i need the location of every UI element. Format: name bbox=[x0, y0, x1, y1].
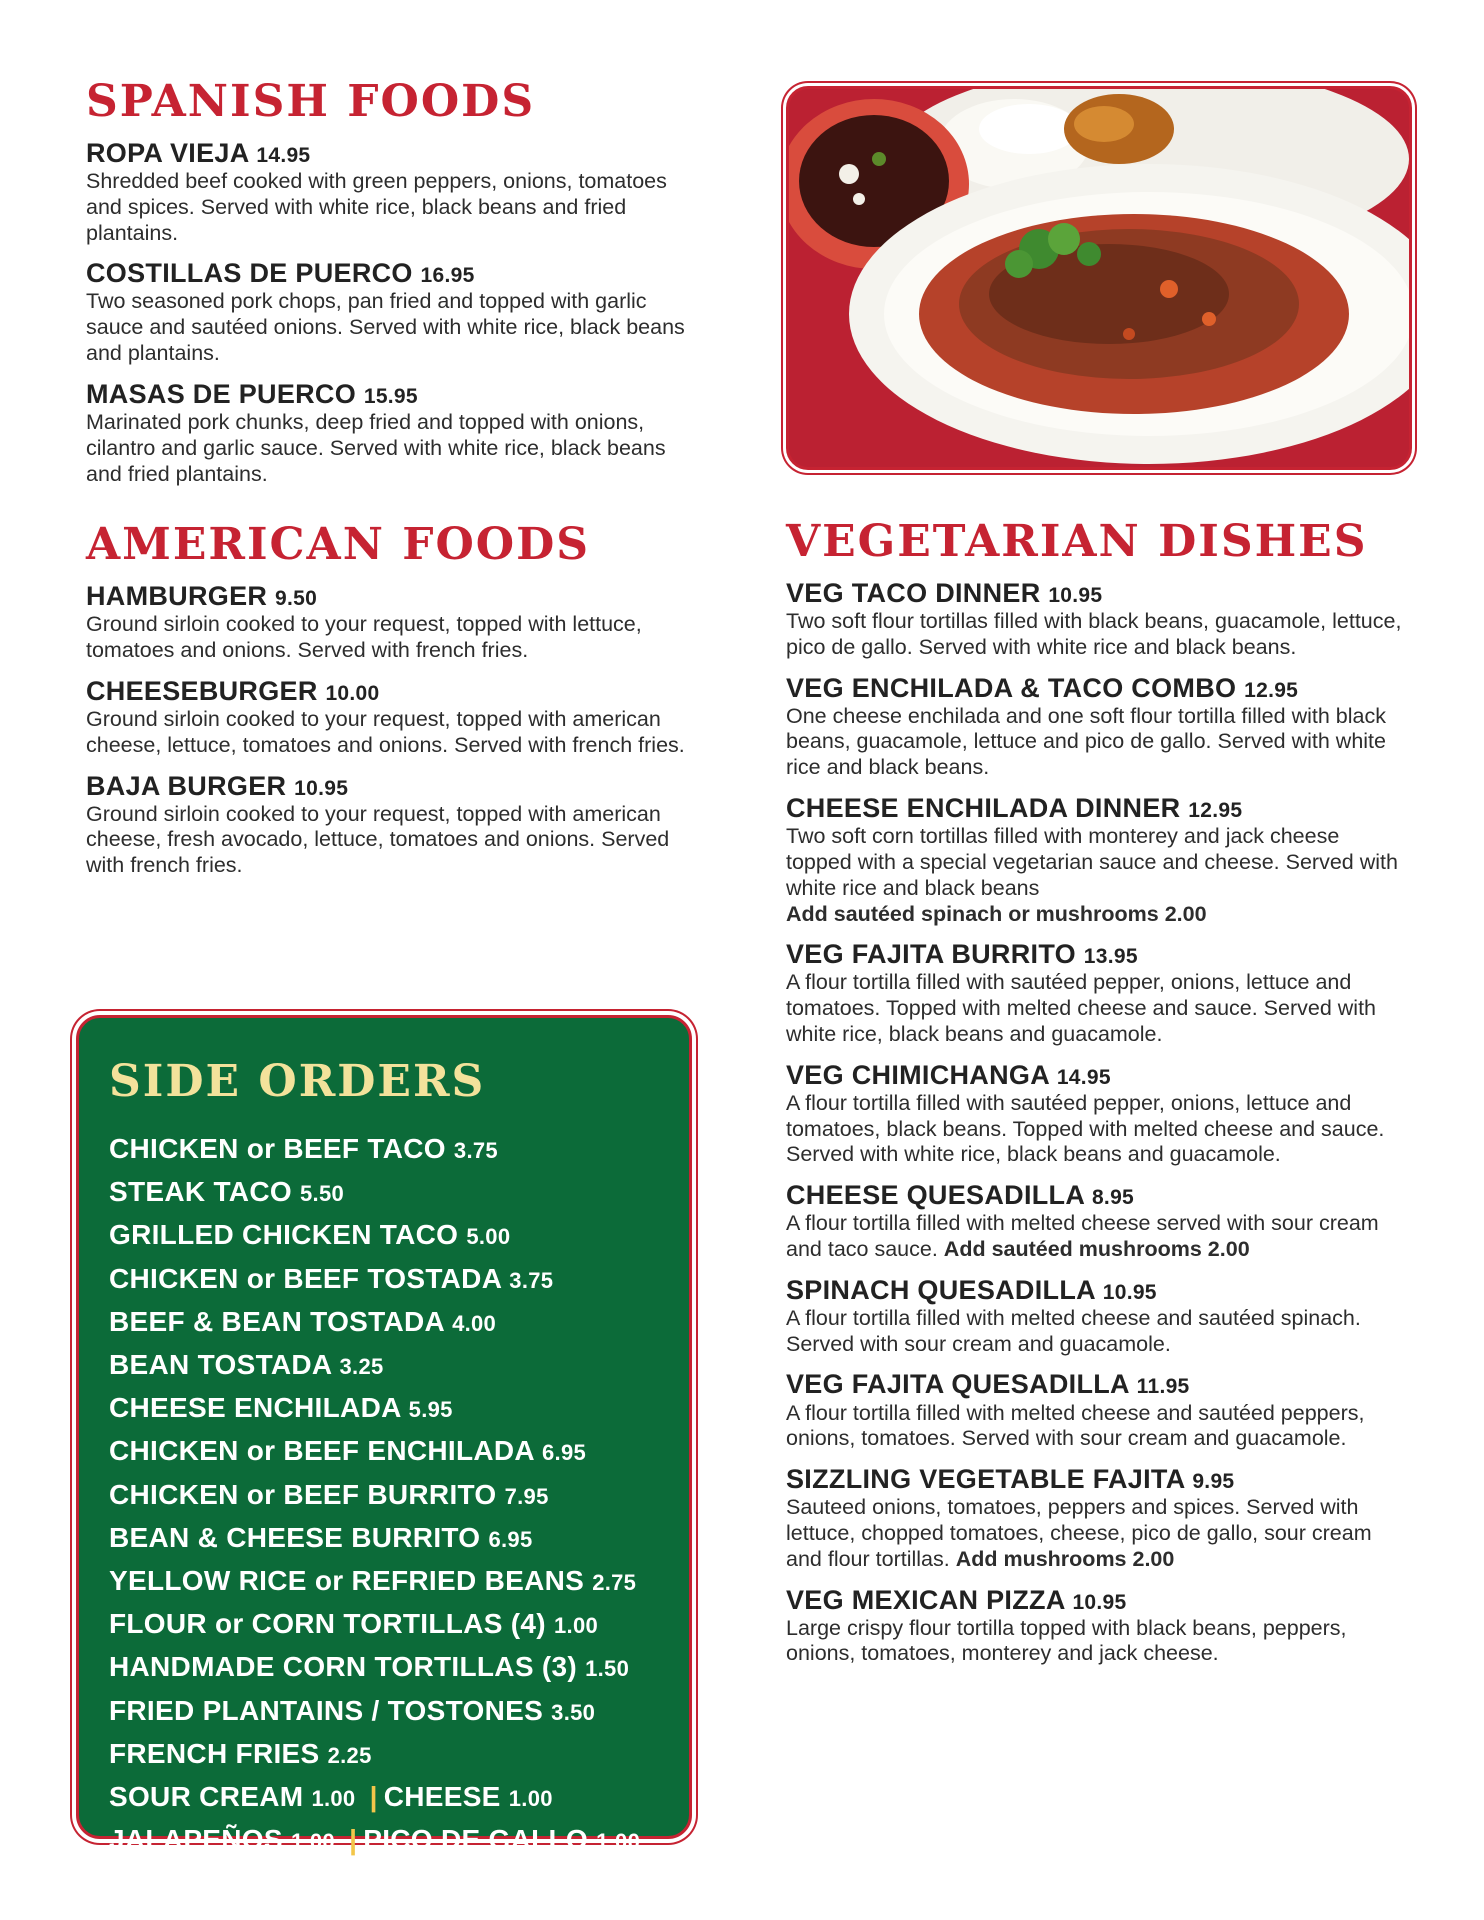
item-price: 13.95 bbox=[1083, 945, 1138, 969]
right-column bbox=[786, 516, 1406, 1679]
item-name: MASAS DE PUERCO bbox=[86, 378, 357, 409]
side-order-item: CHICKEN or BEEF TACO 3.75 bbox=[109, 1133, 498, 1164]
item-description: Ground sirloin cooked to your request, topped with american cheese, lettuce, tomatoes and onions. Served with french fries. bbox=[86, 707, 685, 757]
side-order-item: STEAK TACO 5.50 bbox=[109, 1176, 345, 1208]
item-description: Two seasoned pork chops, pan fried and topped with garlic sauce and sautéed onions. Served with white rice, black beans and plantains. bbox=[86, 289, 685, 366]
section-title-side-orders: SIDE ORDERS bbox=[109, 1056, 486, 1107]
menu-item bbox=[786, 939, 1406, 1047]
item-name: VEG CHIMICHANGA bbox=[786, 1059, 1050, 1090]
item-price: 10.95 bbox=[294, 776, 349, 800]
spanish-foods-section bbox=[86, 76, 706, 487]
side-order-item: CHICKEN or BEEF BURRITO 7.95 bbox=[109, 1478, 549, 1510]
side-order-item: CHICKEN or BEEF ENCHILADA 6.95 bbox=[109, 1435, 587, 1467]
item-description: Large crispy flour tortilla topped with black beans, peppers, onions, tomatoes, monterey and jack cheese. bbox=[786, 1615, 1347, 1666]
item-description: A flour tortilla filled with sautéed pepper, onions, lettuce and tomatoes, black beans. Topped with melted cheese and sauce. Served with white rice, black beans and guacamole. bbox=[786, 1090, 1385, 1167]
side-order-item: FRENCH FRIES 2.25 bbox=[109, 1737, 372, 1769]
separator: | bbox=[349, 1824, 358, 1856]
item-price: 14.95 bbox=[256, 144, 311, 167]
menu-item bbox=[786, 1585, 1406, 1668]
separator: | bbox=[369, 1781, 378, 1813]
item-name: ROPA VIEJA bbox=[86, 138, 249, 168]
item-name: VEG ENCHILADA & TACO COMBO bbox=[786, 672, 1237, 703]
item-name: CHEESE ENCHILADA DINNER bbox=[786, 793, 1181, 824]
side-order-item: HANDMADE CORN TORTILLAS (3) 1.50 bbox=[109, 1651, 630, 1683]
menu-item bbox=[786, 578, 1406, 661]
side-order-pair: JALAPEÑOS 1.00 | PICO DE GALLO 1.00 bbox=[109, 1824, 641, 1856]
item-name: COSTILLAS DE PUERCO bbox=[86, 258, 413, 289]
menu-item bbox=[86, 258, 706, 366]
side-order-item: GRILLED CHICKEN TACO 5.00 bbox=[109, 1219, 511, 1251]
side-order-item: FRIED PLANTAINS / TOSTONES 3.50 bbox=[109, 1694, 596, 1726]
section-title-spanish: SPANISH FOODS bbox=[86, 76, 536, 127]
item-description: One cheese enchilada and one soft flour tortilla filled with black beans, guacamole, lettuce and pico de gallo. Served with white rice and black beans. bbox=[786, 703, 1386, 780]
ropa-vieja-plate-illustration bbox=[789, 89, 1409, 467]
item-price: 8.95 bbox=[1091, 1186, 1135, 1210]
menu-item bbox=[86, 138, 706, 246]
side-order-item: BEAN TOSTADA 3.25 bbox=[109, 1349, 384, 1381]
item-description: A flour tortilla filled with sautéed pepper, onions, lettuce and tomatoes. Topped with melted cheese and sauce. Served with white rice, black beans and guacamole. bbox=[786, 970, 1377, 1046]
item-name: VEG FAJITA QUESADILLA bbox=[786, 1369, 1129, 1400]
item-description: A flour tortilla filled with melted cheese and sautéed spinach. Served with sour cream and guacamole. bbox=[786, 1305, 1361, 1356]
item-name: VEG FAJITA BURRITO bbox=[786, 939, 1076, 970]
item-price: 10.95 bbox=[1072, 1590, 1127, 1614]
side-order-item: BEAN & CHEESE BURRITO 6.95 bbox=[109, 1521, 533, 1553]
item-price: 10.95 bbox=[1048, 584, 1103, 607]
menu-item bbox=[86, 581, 706, 664]
left-column bbox=[86, 76, 706, 891]
item-name: CHEESEBURGER bbox=[86, 675, 318, 706]
menu-item bbox=[786, 1369, 1406, 1452]
section-title-vegetarian: VEGETARIAN DISHES bbox=[786, 516, 1368, 567]
item-name: CHEESE QUESADILLA bbox=[786, 1180, 1085, 1211]
menu-item bbox=[786, 1464, 1406, 1572]
item-name: HAMBURGER bbox=[86, 581, 268, 612]
menu-item bbox=[786, 1180, 1406, 1263]
item-description: Two soft corn tortillas filled with monterey and jack cheese topped with a special vegetarian sauce and cheese. Served with white rice and black beans bbox=[786, 824, 1398, 900]
american-foods-section bbox=[86, 519, 706, 879]
item-description: Ground sirloin cooked to your request, topped with american cheese, fresh avocado, lettuce, tomatoes and onions. Served with french fries. bbox=[86, 801, 670, 878]
item-name: BAJA BURGER bbox=[86, 770, 287, 801]
menu-item bbox=[786, 1275, 1406, 1358]
item-addon: Add sautéed spinach or mushrooms 2.00 bbox=[786, 901, 1207, 926]
item-description: Two soft flour tortillas filled with black beans, guacamole, lettuce, pico de gallo. Served with white rice and black beans. bbox=[786, 609, 1402, 659]
item-description: Marinated pork chunks, deep fried and topped with onions, cilantro and garlic sauce. Served with white rice, black beans and fried plantains. bbox=[86, 409, 666, 486]
side-order-item: YELLOW RICE or REFRIED BEANS 2.75 bbox=[109, 1565, 637, 1597]
item-description: Sauteed onions, tomatoes, peppers and spices. Served with lettuce, chopped tomatoes, cheese, pico de gallo, sour cream and flour tortillas. bbox=[786, 1495, 1372, 1571]
vegetarian-dishes-section bbox=[786, 516, 1406, 1667]
side-order-item: CHEESE ENCHILADA 5.95 bbox=[109, 1392, 453, 1424]
item-name: SPINACH QUESADILLA bbox=[786, 1274, 1095, 1305]
menu-item bbox=[786, 1060, 1406, 1168]
section-title-american: AMERICAN FOODS bbox=[86, 519, 591, 571]
item-price: 10.00 bbox=[325, 681, 380, 705]
item-price: 12.95 bbox=[1244, 678, 1299, 702]
item-price: 10.95 bbox=[1102, 1280, 1157, 1304]
side-order-item: FLOUR or CORN TORTILLAS (4) 1.00 bbox=[109, 1608, 599, 1640]
side-order-pair: SOUR CREAM 1.00 | CHEESE 1.00 bbox=[109, 1781, 553, 1813]
item-description: A flour tortilla filled with melted cheese and sautéed peppers, onions, tomatoes. Served with sour cream and guacamole. bbox=[786, 1400, 1365, 1451]
menu-item bbox=[86, 771, 706, 879]
item-price: 16.95 bbox=[420, 264, 475, 288]
item-name: VEG TACO DINNER bbox=[786, 578, 1041, 608]
item-name: SIZZLING VEGETABLE FAJITA bbox=[786, 1464, 1185, 1495]
side-order-item: BEEF & BEAN TOSTADA 4.00 bbox=[109, 1305, 497, 1337]
side-order-item: CHICKEN or BEEF TOSTADA 3.75 bbox=[109, 1262, 554, 1294]
item-price: 15.95 bbox=[363, 384, 418, 408]
item-price: 9.95 bbox=[1192, 1470, 1235, 1494]
menu-item bbox=[86, 379, 706, 487]
menu-item bbox=[786, 793, 1406, 927]
item-description: Shredded beef cooked with green peppers, onions, tomatoes and spices. Served with white rice, black beans and fried plantains. bbox=[86, 169, 667, 245]
food-photo bbox=[786, 86, 1412, 470]
menu-item bbox=[86, 676, 706, 759]
item-name: VEG MEXICAN PIZZA bbox=[786, 1584, 1065, 1615]
item-price: 12.95 bbox=[1188, 799, 1243, 823]
item-addon: Add sautéed mushrooms 2.00 bbox=[943, 1237, 1250, 1262]
item-description: A flour tortilla filled with melted cheese served with sour cream and taco sauce. bbox=[786, 1211, 1379, 1262]
item-price: 11.95 bbox=[1136, 1375, 1190, 1399]
item-price: 9.50 bbox=[275, 587, 318, 611]
item-description: Ground sirloin cooked to your request, topped with lettuce, tomatoes and onions. Served with french fries. bbox=[86, 612, 642, 663]
menu-item bbox=[786, 673, 1406, 781]
side-orders-box bbox=[76, 1015, 692, 1856]
item-price: 14.95 bbox=[1056, 1065, 1111, 1089]
item-addon: Add mushrooms 2.00 bbox=[955, 1546, 1175, 1571]
